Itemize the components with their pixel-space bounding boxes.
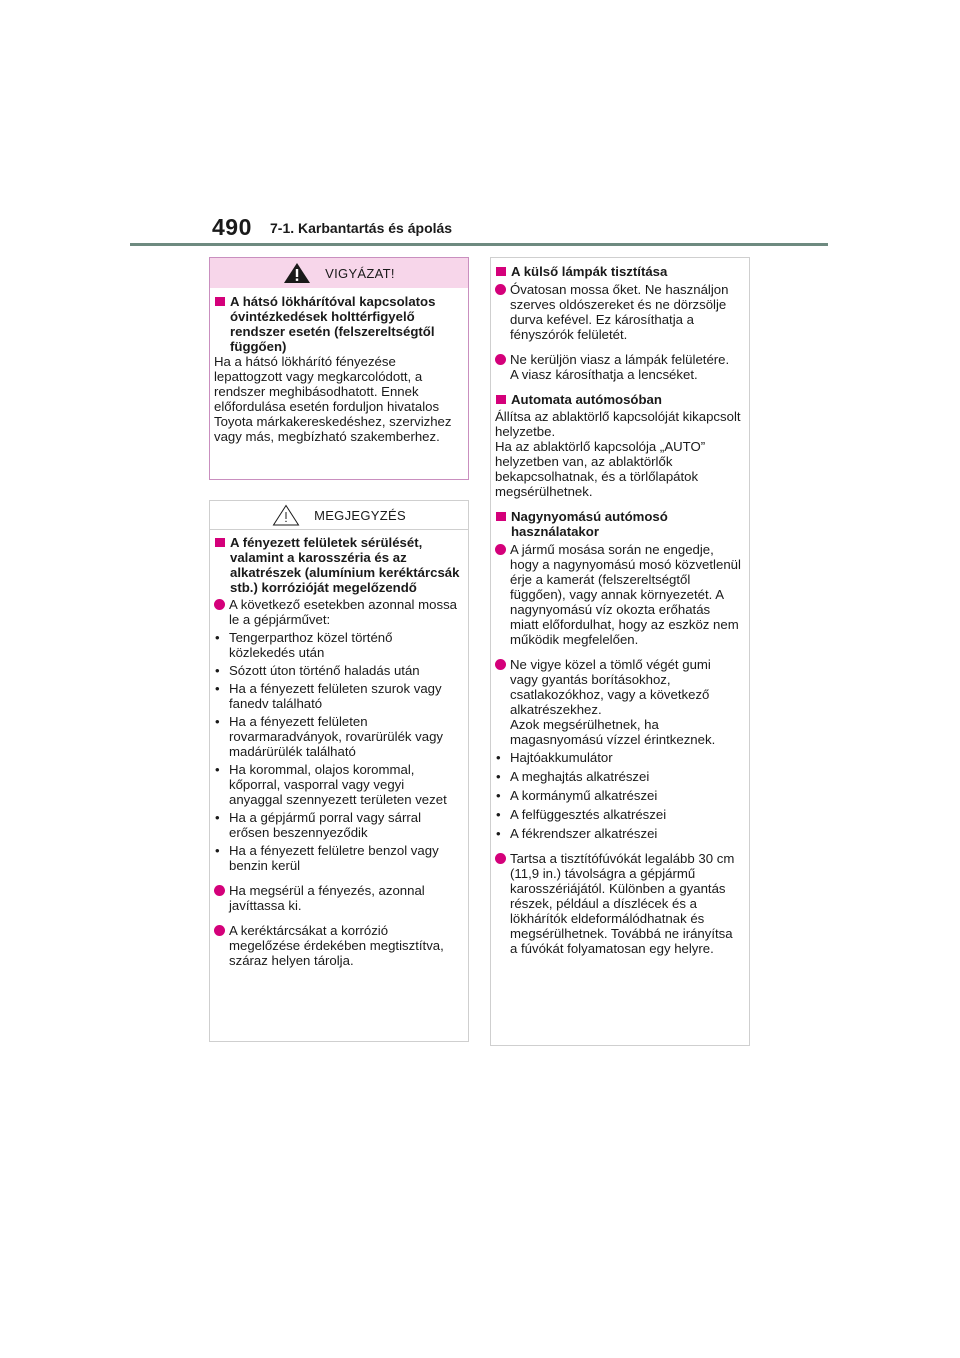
- warning-header: [210, 258, 468, 288]
- pressure-bullet-3: Tartsa a tisztítófúvókát legalább 30 cm (11,9 in.) távolságra a gépjármű karosszériájától. Különben a gyantás részek, például a díszlécek és a lökhárítók eldeformálódhatnak és megsérülhetnek. Továbbá ne irányítsa a fúvókát folyamatosan egy helyre.: [495, 851, 741, 956]
- circle-bullet-icon: [495, 284, 506, 295]
- warning-item-text: Ha a hátsó lökhárító fényezése lepattogzott vagy megkarcolódott, a rendszer meghibásodhatott. Ennek előfordulása esetén forduljon hivatalos Toyota márkakereskedéshez, szervizhez vagy más, megbízható szakemberhez.: [214, 354, 452, 444]
- list-item: • A meghajtás alkatrészei: [496, 769, 650, 784]
- note-box: [209, 500, 469, 1042]
- section-carwash-title: Automata autómosóban: [495, 392, 741, 407]
- note-bullet-3: A keréktárcsákat a korrózió megelőzése érdekében megtisztítva, száraz helyen tárolja.: [214, 923, 460, 968]
- note-bullet-2: Ha megsérül a fényezés, azonnal javíttassa ki.: [214, 883, 460, 913]
- square-bullet-icon: [496, 512, 506, 521]
- caution-triangle-icon: [272, 504, 300, 526]
- square-bullet-icon: [496, 267, 506, 276]
- pressure-bullet-1: A jármű mosása során ne engedje, hogy a nagynyomású mosó közvetlenül érje a kamerát (felszereltségtől függően), vagy annak környezetét. A nagynyomású víz okozta erőhatás miatt előfordulhat, hogy az eszköz nem működik megfelelően.: [495, 542, 741, 647]
- list-item: • A kormánymű alkatrészei: [496, 788, 658, 803]
- lamps-bullet-1: Óvatosan mossa őket. Ne használjon szerves oldószereket és ne dörzsölje durva kefével. Ez károsíthatja a fényszórók felületét.: [495, 282, 741, 342]
- list-item: • Ha a fényezett felületre benzol vagy benzin kerül: [215, 843, 439, 873]
- list-item: • A fékrendszer alkatrészei: [496, 826, 658, 841]
- list-item: • Hajtóakkumulátor: [496, 750, 613, 765]
- list-item: • Ha a fényezett felületen szurok vagy fanedv található: [215, 681, 442, 711]
- pressure-list: [495, 750, 741, 841]
- square-bullet-icon: [215, 297, 225, 306]
- warning-box: [209, 257, 469, 480]
- right-column-box: [490, 257, 750, 1046]
- section-lamps-title: A külső lámpák tisztítása: [495, 264, 741, 279]
- lamps-bullet-2: Ne kerüljön viasz a lámpák felületére. A viasz károsíthatja a lencséket.: [495, 352, 741, 382]
- section-pressure-title: Nagynyomású autómosó használatakor: [495, 509, 741, 539]
- list-item: • Ha a fényezett felületen rovarmaradványok, rovarürülék vagy madárürülék található: [215, 714, 444, 759]
- square-bullet-icon: [496, 395, 506, 404]
- note-bullet-1: A következő esetekben azonnal mossa le a gépjárművet:: [214, 597, 460, 627]
- pressure-bullet-2: Ne vigye közel a tömlő végét gumi vagy gyantás borításokhoz, csatlakozókhoz, vagy a következő alkatrészekhez. Azok megsérülhetnek, ha magasnyomású vízzel érintkeznek.: [495, 657, 741, 747]
- list-item: • Sózott úton történő haladás után: [215, 663, 420, 678]
- list-item: • Ha korommal, olajos korommal, kőporral, vasporral vagy vegyi anyaggal szennyezett területen vezet: [215, 762, 447, 807]
- header-divider: [130, 243, 828, 246]
- warning-item-title: A hátsó lökhárítóval kapcsolatos óvintézkedések holttérfigyelő rendszer esetén (felszereltségtől függően): [214, 294, 460, 354]
- circle-bullet-icon: [214, 925, 225, 936]
- circle-bullet-icon: [495, 354, 506, 365]
- note-label: MEGJEGYZÉS: [314, 507, 406, 523]
- chapter-title: 7-1. Karbantartás és ápolás: [270, 220, 453, 236]
- circle-bullet-icon: [495, 853, 506, 864]
- list-item: • A felfüggesztés alkatrészei: [496, 807, 667, 822]
- note-section-title: A fényezett felületek sérülését, valamint a karosszéria és az alkatrészek (alumínium keréktárcsák stb.) korrózióját megelőzendő: [214, 535, 460, 595]
- list-item: • Ha a gépjármű porral vagy sárral erősen beszennyeződik: [215, 810, 422, 840]
- note-header: [210, 501, 468, 530]
- page-number: 490: [212, 214, 252, 240]
- list-item: • Tengerparthoz közel történő közlekedés után: [215, 630, 393, 660]
- warning-label: VIGYÁZAT!: [325, 265, 395, 281]
- square-bullet-icon: [215, 538, 225, 547]
- circle-bullet-icon: [495, 659, 506, 670]
- carwash-paragraph-2: Ha az ablaktörlő kapcsolója „AUTO” helyzetben van, az ablaktörlők bekapcsolhatnak, és a törlőlapátok megsérülhetnek.: [495, 439, 706, 499]
- note-list: [214, 630, 460, 873]
- carwash-paragraph-1: Állítsa az ablaktörlő kapcsolóját kikapcsolt helyzetbe.: [495, 409, 741, 439]
- warning-triangle-icon: [283, 262, 311, 284]
- circle-bullet-icon: [495, 544, 506, 555]
- circle-bullet-icon: [214, 599, 225, 610]
- circle-bullet-icon: [214, 885, 225, 896]
